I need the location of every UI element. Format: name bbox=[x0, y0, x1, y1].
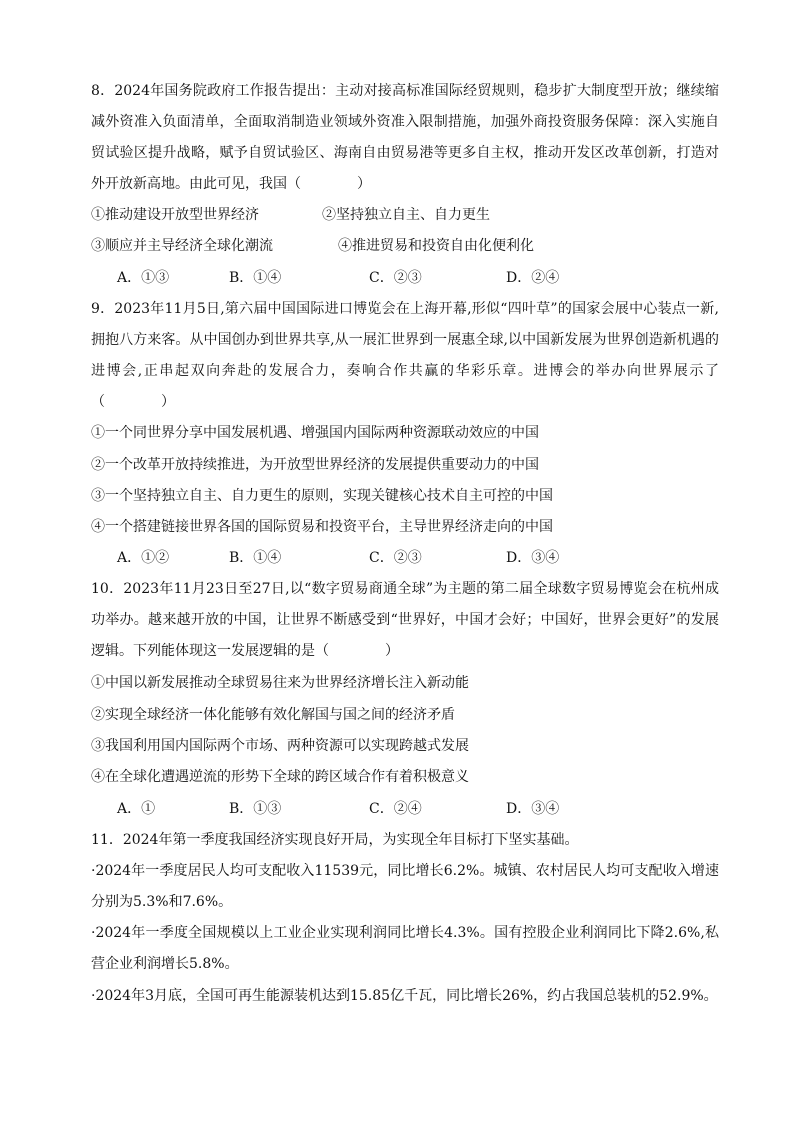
question-8-option-a[interactable]: A．①③ bbox=[117, 270, 170, 286]
question-9-option-d[interactable]: D．③④ bbox=[506, 550, 560, 566]
question-11-bullet-1: ·2024年一季度居民人均可支配收入11539元，同比增长6.2%。城镇、农村居民人均可支配收入增速分别为5.3%和7.6%。 bbox=[91, 863, 719, 910]
question-10-item-4: ④在全球化遭遇逆流的形势下全球的跨区域合作有着积极意义 bbox=[91, 769, 469, 785]
question-10-stem: 10．2023年11月23日至27日,以“数字贸易商通全球”为主题的第二届全球数字贸易博览会在杭州成功举办。越来越开放的中国，让世界不断感受到“世界好，中国才会好；中国好，世界会更好”的发展逻辑。下列能体现这一发展逻辑的是（ ） bbox=[91, 581, 719, 659]
question-10-item-1: ①中国以新发展推动全球贸易往来为世界经济增长注入新动能 bbox=[91, 675, 469, 691]
question-8-item-2: ②坚持独立自主、自力更生 bbox=[322, 207, 490, 223]
question-8-item-4: ④推进贸易和投资自由化便利化 bbox=[338, 238, 534, 254]
question-10-option-d[interactable]: D．③④ bbox=[506, 801, 560, 817]
question-10-option-c[interactable]: C．②④ bbox=[369, 801, 422, 817]
question-9-options bbox=[0, 543, 794, 574]
question-10-option-a[interactable]: A．① bbox=[117, 801, 156, 817]
question-9-item-1: ①一个同世界分享中国发展机遇、增强国内国际两种资源联动效应的中国 bbox=[91, 425, 539, 441]
question-9-option-b[interactable]: B．①④ bbox=[229, 550, 282, 566]
question-9-item-3: ③一个坚持独立自主、自力更生的原则，实现关键核心技术自主可控的中国 bbox=[91, 488, 553, 504]
question-8-stem: 8．2024年国务院政府工作报告提出：主动对接高标准国际经贸规则，稳步扩大制度型开放；继续缩减外资准入负面清单，全面取消制造业领域外资准入限制措施，加强外商投资服务保障：深入实施自贸试验区提升战略，赋予自贸试验区、海南自由贸易港等更多自主权，推动开发区改革创新，打造对外开放新高地。由此可见，我国（ ） bbox=[91, 83, 719, 192]
question-8-option-d[interactable]: D．②④ bbox=[506, 270, 560, 286]
question-9-option-c[interactable]: C．②③ bbox=[369, 550, 422, 566]
question-10-option-b[interactable]: B．①③ bbox=[229, 801, 282, 817]
question-8-option-c[interactable]: C．②③ bbox=[369, 270, 422, 286]
question-8-options bbox=[0, 263, 794, 294]
question-11-bullet-3: ·2024年3月底，全国可再生能源装机达到15.85亿千瓦，同比增长26%，约占我国总装机的52.9%。 bbox=[91, 988, 718, 1004]
question-11-stem: 11．2024年第一季度我国经济实现良好开局，为实现全年目标打下坚实基础。 bbox=[91, 832, 579, 848]
question-8-item-1 bbox=[91, 200, 259, 231]
question-10-item-2: ②实现全球经济一体化能够有效化解国与国之间的经济矛盾 bbox=[91, 707, 455, 723]
question-9-item-2: ②一个改革开放持续推进，为开放型世界经济的发展提供重要动力的中国 bbox=[91, 457, 539, 473]
question-9-stem: 9．2023年11月5日,第六届中国国际进口博览会在上海开幕,形似“四叶草”的国家会展中心装点一新,拥抱八方来客。从中国创办到世界共享,从一展汇世界到一展惠全球,以中国新发展为世界创造新机遇的进博会,正串起双向奔赴的发展合力，奏响合作共赢的华彩乐章。进博会的举办向世界展示了（ ） bbox=[91, 301, 719, 410]
question-9-item-4: ④一个搭建链接世界各国的国际贸易和投资平台，主导世界经济走向的中国 bbox=[91, 519, 553, 535]
question-9-option-a[interactable]: A．①② bbox=[117, 550, 170, 566]
question-10-options bbox=[0, 794, 794, 825]
question-11-bullet-2: ·2024年一季度全国规模以上工业企业实现利润同比增长4.3%。国有控股企业利润同比下降2.6%,私营企业利润增长5.8%。 bbox=[91, 925, 719, 972]
question-10-item-3: ③我国利用国内国际两个市场、两种资源可以实现跨越式发展 bbox=[91, 738, 469, 754]
question-8-option-b[interactable]: B．①④ bbox=[229, 270, 282, 286]
question-8-item-1-text: ①推动建设开放型世界经济 bbox=[91, 207, 259, 223]
question-8-item-3: ③顺应并主导经济全球化潮流 bbox=[91, 238, 273, 254]
